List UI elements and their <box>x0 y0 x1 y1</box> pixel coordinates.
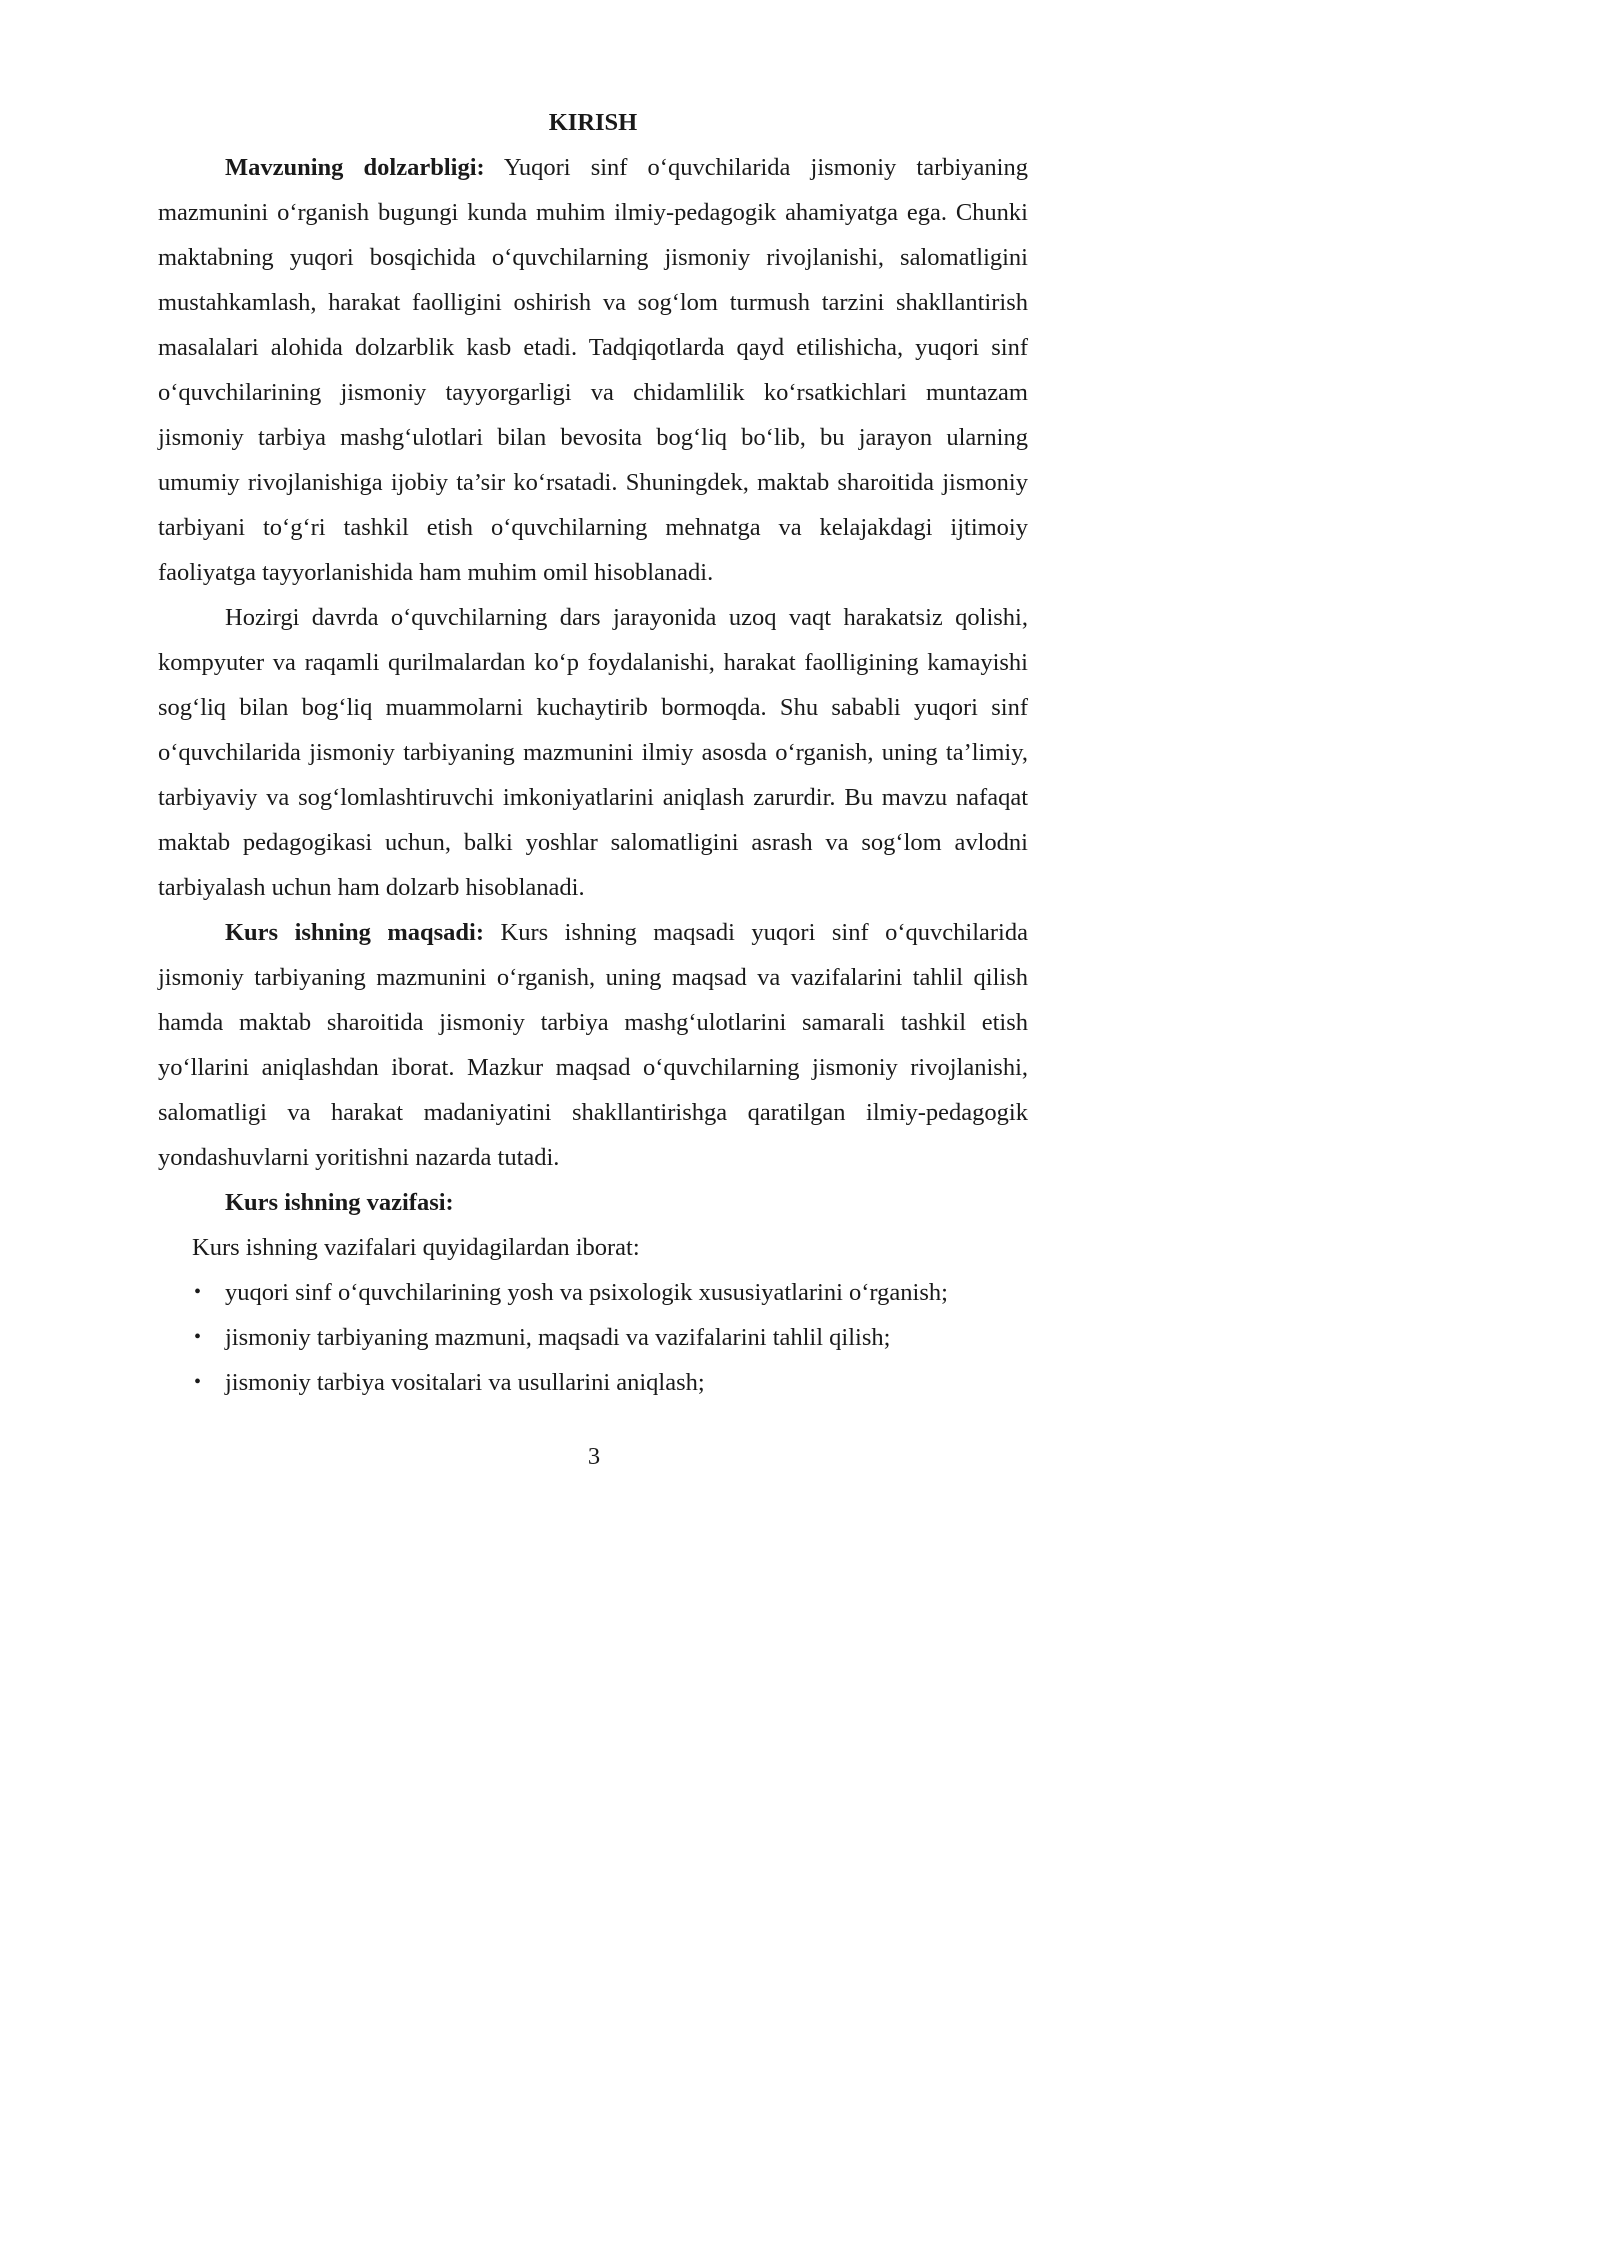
document-page <box>158 100 1028 1405</box>
bullet-icon: • <box>194 1371 202 1393</box>
bullet-icon: • <box>194 1281 202 1303</box>
tasks-list <box>158 1270 1028 1405</box>
relevance-heading: Mavzuning dolzarbligi: <box>225 154 485 181</box>
goal-heading: Kurs ishning maqsadi: <box>225 919 485 946</box>
list-item-text: jismoniy tarbiyaning mazmuni, maqsadi va vazifalarini tahlil qilish; <box>225 1324 891 1351</box>
bullet-icon: • <box>194 1326 202 1348</box>
paragraph-goal <box>158 910 1028 1180</box>
list-item-text: jismoniy tarbiya vositalari va usullarini aniqlash; <box>225 1369 705 1396</box>
tasks-intro: Kurs ishning vazifalari quyidagilardan iborat: <box>192 1234 640 1261</box>
list-item <box>158 1270 1028 1315</box>
list-item <box>158 1315 1028 1360</box>
page-number: 3 <box>587 1443 601 1470</box>
paragraph-context: Hozirgi davrda o‘quvchilarning dars jarayonida uzoq vaqt harakatsiz qolishi, kompyuter va raqamli qurilmalardan ko‘p foydalanishi, harakat faolligining kamayishi sog‘liq bilan bog‘liq muammolarni kuchaytirib bormoqda. Shu sababli yuqori sinf o‘quvchilarida jismoniy tarbiyaning mazmunini ilmiy asosda o‘rganish, uning ta’limiy, tarbiyaviy va sog‘lomlashtiruvchi imkoniyatlarini aniqlash zarurdir. Bu mavzu nafaqat maktab pedagogikasi uchun, balki yoshlar salomatligini asrash va sog‘lom avlodni tarbiyalash uchun ham dolzarb hisoblanadi. <box>158 604 1028 901</box>
paragraph-relevance <box>158 145 1028 595</box>
list-item <box>158 1360 1028 1405</box>
relevance-text: Yuqori sinf o‘quvchilarida jismoniy tarbiyaning mazmunini o‘rganish bugungi kunda muhim ilmiy-pedagogik ahamiyatga ega. Chunki maktabning yuqori bosqichida o‘quvchilarning jismoniy rivojlanishi, salomatligini mustahkamlash, harakat faolligini oshirish va sog‘lom turmush tarzini shakllantirish masalalari alohida dolzarblik kasb etadi. Tadqiqotlarda qayd etilishicha, yuqori sinf o‘quvchilarining jismoniy tayyorgarligi va chidamlilik ko‘rsatkichlari muntazam jismoniy tarbiya mashg‘ulotlari bilan bevosita bog‘liq bo‘lib, bu jarayon ularning umumiy rivojlanishiga ijobiy ta’sir ko‘rsatadi. Shuningdek, maktab sharoitida jismoniy tarbiyani to‘g‘ri tashkil etish o‘quvchilarning mehnatga va kelajakdagi ijtimoiy faoliyatga tayyorlanishida ham muhim omil hisoblanadi. <box>158 154 1028 586</box>
section-title: KIRISH <box>548 109 638 136</box>
goal-text: Kurs ishning maqsadi yuqori sinf o‘quvchilarida jismoniy tarbiyaning mazmunini o‘rganish, uning maqsad va vazifalarini tahlil qilish hamda maktab sharoitida jismoniy tarbiya mashg‘ulotlarini samarali tashkil etish yo‘llarini aniqlashdan iborat. Mazkur maqsad o‘quvchilarning jismoniy rivojlanishi, salomatligi va harakat madaniyatini shakllantirishga qaratilgan ilmiy-pedagogik yondashuvlarni yoritishni nazarda tutadi. <box>158 919 1028 1171</box>
tasks-heading: Kurs ishning vazifasi: <box>225 1189 454 1216</box>
list-item-text: yuqori sinf o‘quvchilarining yosh va psixologik xususiyatlarini o‘rganish; <box>225 1279 948 1306</box>
